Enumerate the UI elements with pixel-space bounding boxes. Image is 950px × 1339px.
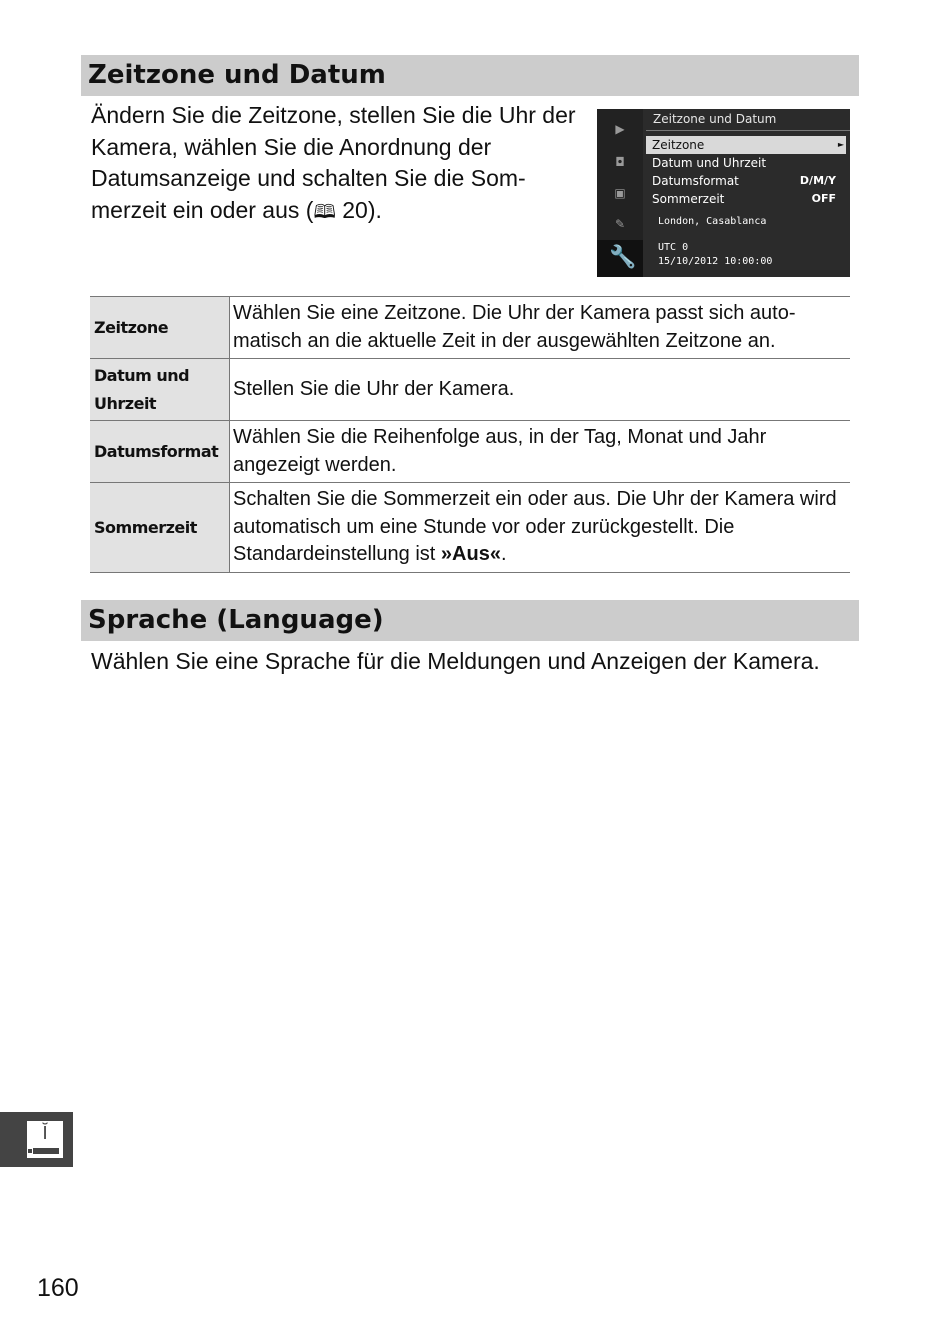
camera-menu-item-datum[interactable] <box>646 154 846 172</box>
intro-ref-page: 20 <box>335 196 368 223</box>
wrench-glyph: Ĭ <box>42 1123 48 1144</box>
table-key: Datum und Uhrzeit <box>90 359 230 421</box>
setup-menu-tab <box>0 1112 73 1167</box>
book-icon: 🕮 <box>313 200 336 223</box>
camera-menu-item-zeitzone[interactable] <box>646 136 846 154</box>
camera-menu-title: Zeitzone und Datum <box>653 112 777 126</box>
table-row <box>90 421 850 483</box>
camera-menu-item-label: Zeitzone <box>652 138 705 152</box>
camera-menu-item-label: Sommerzeit <box>652 192 725 206</box>
camera-menu-item-value: OFF <box>811 192 836 205</box>
section-title-zeitzone: Zeitzone und Datum <box>81 55 859 96</box>
table-desc <box>230 483 851 573</box>
camera-menu-item-sommerzeit[interactable] <box>646 190 846 208</box>
tab-bar <box>33 1148 59 1154</box>
table-row <box>90 359 850 421</box>
table-row <box>90 483 850 573</box>
retouch-icon: ✎ <box>614 217 626 231</box>
table-desc: Wählen Sie die Reihenfolge aus, in der Tag, Monat und Jahr angezeigt werden. <box>230 421 851 483</box>
table-key: Sommerzeit <box>90 483 230 573</box>
movie-icon: ▣ <box>614 186 626 200</box>
wrench-icon: 🔧 <box>609 245 637 270</box>
camera-menu-divider <box>646 130 850 131</box>
table-desc-bold: »Aus« <box>440 543 501 566</box>
camera-menu-item-label: Datum und Uhrzeit <box>652 156 767 170</box>
table-key: Zeitzone <box>90 297 230 359</box>
camera-datetime: 15/10/2012 10:00:00 <box>658 256 773 267</box>
tab-dot <box>28 1149 32 1153</box>
arrow-right-icon: ► <box>837 140 844 149</box>
shooting-icon: ◘ <box>615 155 625 169</box>
intro-text-end: ). <box>367 196 382 223</box>
section-title-sprache: Sprache (Language) <box>81 600 859 641</box>
settings-table <box>90 296 850 573</box>
table-key: Datumsformat <box>90 421 230 483</box>
camera-menu-item-datumsformat[interactable] <box>646 172 846 190</box>
camera-menu-item-label: Datumsformat <box>652 174 739 188</box>
camera-menu-item-value: D/M/Y <box>799 174 836 187</box>
table-desc-text: Schalten Sie die Sommerzeit ein oder aus. Die Uhr der Kamera wird automatisch um eine Stunde vor oder zurückgestellt. Die Standardeinstellung ist <box>233 488 837 566</box>
camera-location: London, Casablanca <box>658 216 767 227</box>
table-desc-end: . <box>500 543 507 566</box>
camera-menu-sidebar <box>597 109 643 277</box>
camera-utc: UTC 0 <box>658 242 689 253</box>
intro-paragraph <box>91 100 586 228</box>
language-paragraph: Wählen Sie eine Sprache für die Meldungen und Anzeigen der Kamera. <box>91 648 820 674</box>
table-row <box>90 297 850 359</box>
camera-screen <box>597 109 850 277</box>
intro-text: Ändern Sie die Zeitzone, stellen Sie die Uhr der Kamera, wählen Sie die Anordnung der Datumsanzeige und schalten Sie die Som-merzeit ein oder aus ( <box>91 102 576 223</box>
playback-icon: ▶ <box>615 122 625 136</box>
table-desc: Stellen Sie die Uhr der Kamera. <box>230 359 851 421</box>
camera-menu-main <box>646 109 850 277</box>
table-desc: Wählen Sie eine Zeitzone. Die Uhr der Kamera passt sich auto-matisch an die aktuelle Zeit in der ausgewählten Zeitzone an. <box>230 297 851 359</box>
page-number: 160 <box>37 1274 79 1302</box>
setup-menu-icon <box>27 1121 63 1158</box>
